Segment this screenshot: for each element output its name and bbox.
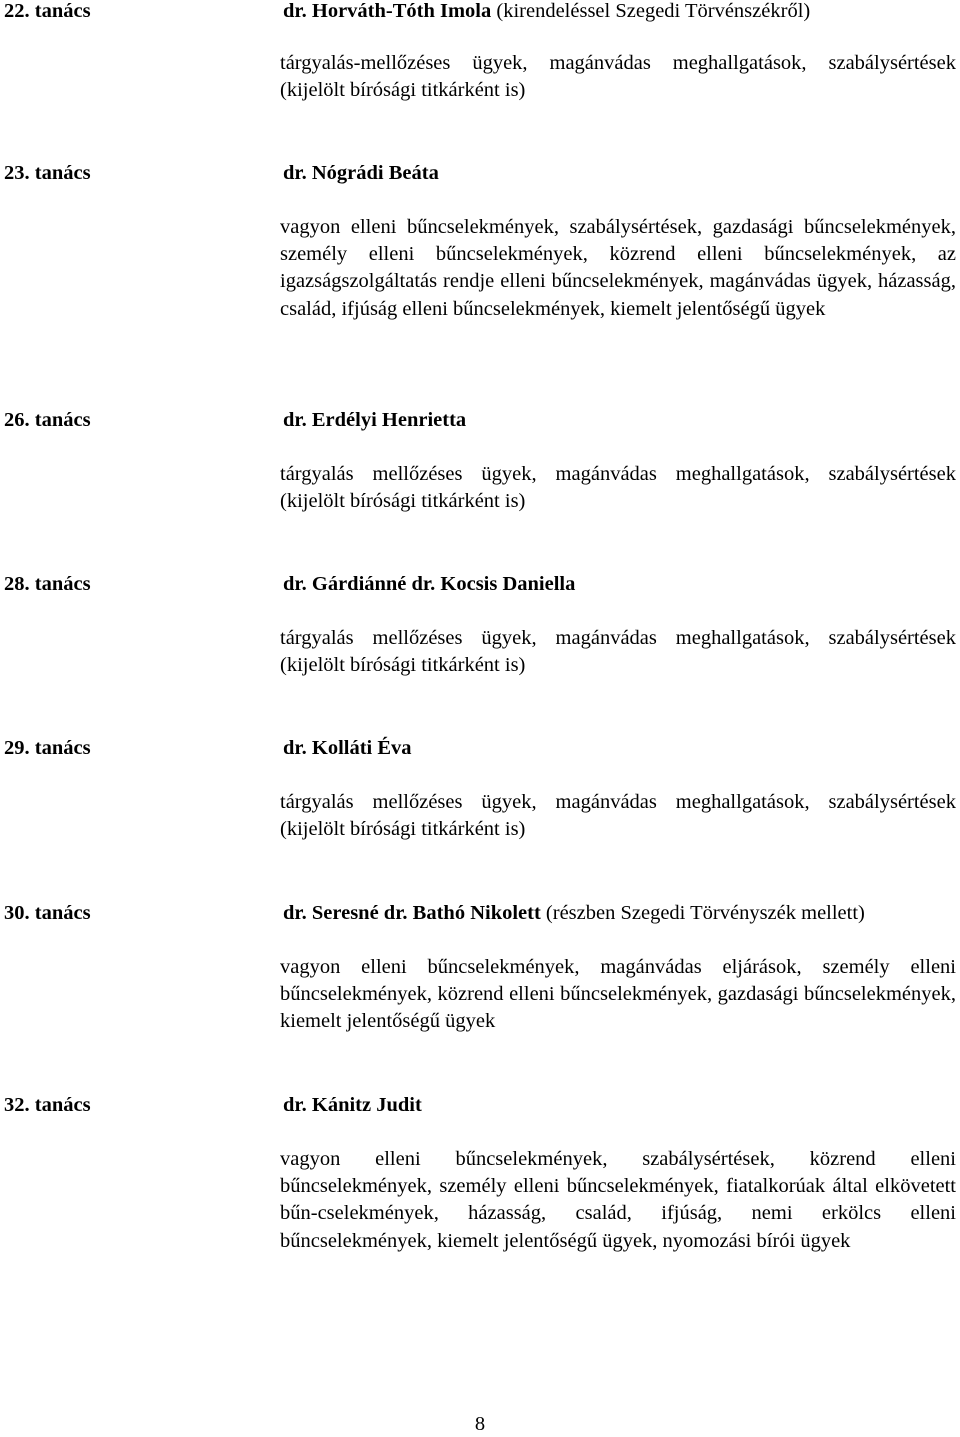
judge-note: (részben Szegedi Törvényszék mellett) xyxy=(545,902,865,924)
judge-name: dr. Erdélyi Henrietta xyxy=(283,409,467,431)
case-types: vagyon elleni bűncselekmények, szabálysértések, gazdasági bűncselekmények, személy elleni bűncselekmények, közrend elleni bűncselekmények, az igazságszolgáltatás rendje elleni bűncselekmények, magánvádas ügyek, házasság, család, ifjúság elleni bűncselekmények, kiemelt jelentőségű ügyek xyxy=(280,216,956,320)
judge-name: dr. Seresné dr. Bathó Nikolett xyxy=(283,902,541,924)
council-number: 28. tanács xyxy=(4,573,91,595)
case-types: tárgyalás mellőzéses ügyek, magánvádas meghallgatások, szabálysértések (kijelölt bírósági titkárként is) xyxy=(280,463,956,513)
judge-name-line xyxy=(283,571,575,597)
council-number: 22. tanács xyxy=(4,0,91,22)
case-types: tárgyalás-mellőzéses ügyek, magánvádas meghallgatások, szabálysértések (kijelölt bírósági titkárként is) xyxy=(280,52,956,102)
case-types: tárgyalás mellőzéses ügyek, magánvádas meghallgatások, szabálysértések (kijelölt bírósági titkárként is) xyxy=(280,791,956,841)
judge-name-line xyxy=(283,407,466,433)
case-types: vagyon elleni bűncselekmények, szabálysértések, közrend elleni bűncselekmények, személy elleni bűncselekmények, fiatalkorúak által elkövetett bűn-cselekmények, házasság, család, ifjúság, nemi erkölcs elleni bűncselekmények, kiemelt jelentőségű ügyek, nyomozási bírói ügyek xyxy=(280,1148,956,1252)
case-types: vagyon elleni bűncselekmények, magánvádas eljárások, személy elleni bűncselekmények, közrend elleni bűncselekmények, gazdasági bűncselekmények, kiemelt jelentőségű ügyek xyxy=(280,956,956,1033)
judge-name-line xyxy=(283,0,810,24)
judge-name: dr. Gárdiánné dr. Kocsis Daniella xyxy=(283,573,576,595)
judge-name: dr. Kolláti Éva xyxy=(283,737,412,759)
council-number: 23. tanács xyxy=(4,162,91,184)
judge-name: dr. Kánitz Judit xyxy=(283,1094,422,1116)
council-number: 29. tanács xyxy=(4,737,91,759)
judge-name: dr. Nógrádi Beáta xyxy=(283,162,439,184)
page-number: 8 xyxy=(474,1413,486,1435)
council-number: 30. tanács xyxy=(4,902,91,924)
judge-name-line xyxy=(283,900,865,926)
judge-name-line xyxy=(283,735,412,761)
council-number: 26. tanács xyxy=(4,409,91,431)
judge-name-line xyxy=(283,1092,422,1118)
judge-note: (kirendeléssel Szegedi Törvénszékről) xyxy=(496,0,811,22)
judge-name: dr. Horváth-Tóth Imola xyxy=(283,0,492,22)
council-number: 32. tanács xyxy=(4,1094,91,1116)
case-types: tárgyalás mellőzéses ügyek, magánvádas meghallgatások, szabálysértések (kijelölt bírósági titkárként is) xyxy=(280,627,956,677)
judge-name-line xyxy=(283,160,439,186)
